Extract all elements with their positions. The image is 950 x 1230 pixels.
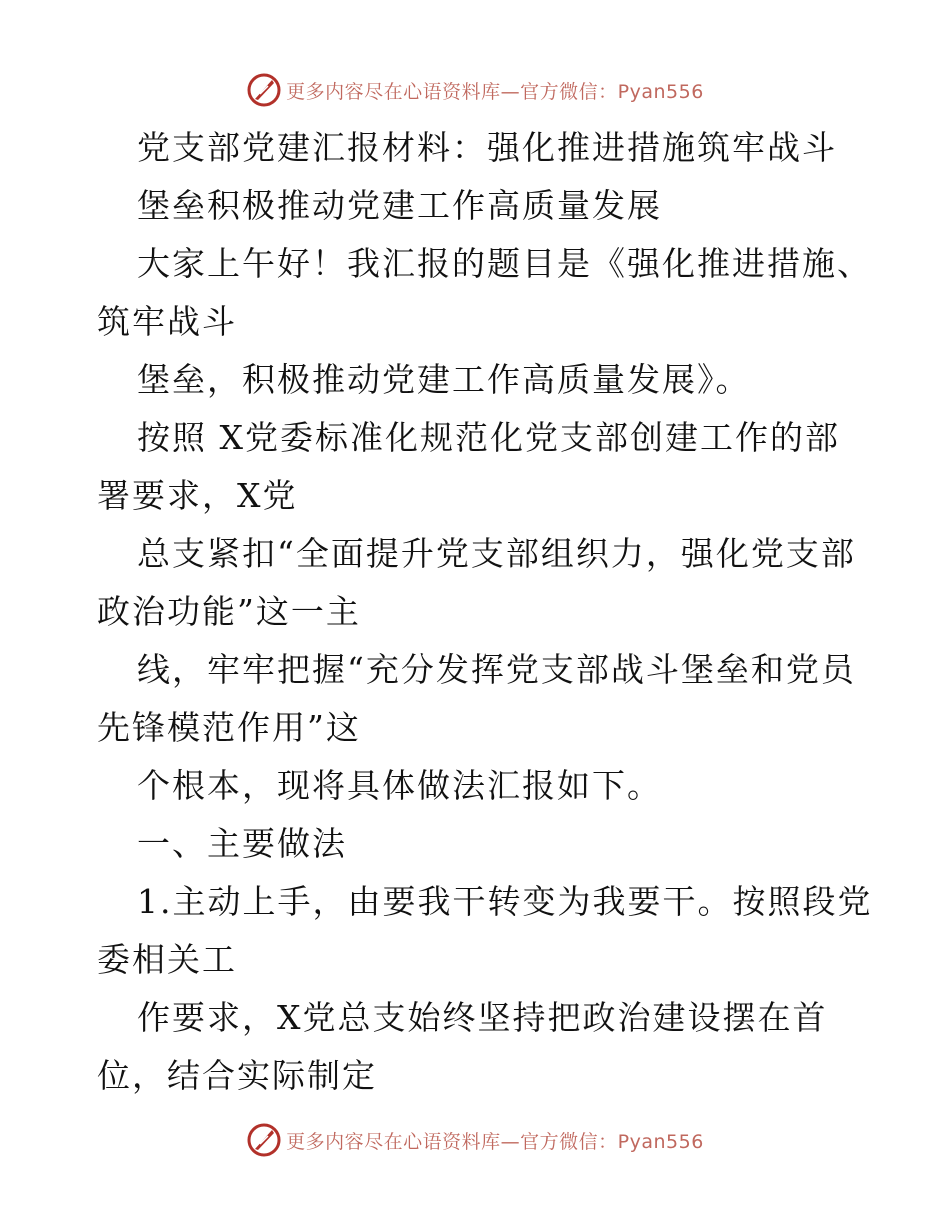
footer-watermark [0, 1120, 950, 1160]
paragraph-line: 筑牢战斗 [97, 302, 237, 341]
paragraph-line: 1.主动上手，由要我干转变为我要干。按照段党 [137, 882, 873, 921]
paragraph-line: 堡垒，积极推动党建工作高质量发展》。 [137, 360, 751, 399]
paragraph-line: 政治功能”这一主 [97, 592, 361, 631]
paragraph-line: 大家上午好！我汇报的题目是《强化推进措施、 [137, 244, 872, 283]
feather-pen-logo-icon [246, 1122, 282, 1158]
paragraph-line: 线，牢牢把握“充分发挥党支部战斗堡垒和党员 [137, 650, 856, 689]
watermark-text: 更多内容尽在心语资料库—官方微信：Pyan556 [286, 80, 704, 103]
watermark-text: 更多内容尽在心语资料库—官方微信：Pyan556 [286, 1130, 704, 1153]
paragraph-line: 作要求，X党总支始终坚持把政治建设摆在首 [137, 998, 828, 1037]
paragraph-line: 位，结合实际制定 [97, 1056, 377, 1095]
paragraph-line: 署要求，X党 [97, 476, 298, 515]
paragraph-line: 总支紧扣“全面提升党支部组织力，强化党支部 [137, 534, 856, 573]
paragraph-line: 个根本，现将具体做法汇报如下。 [137, 766, 662, 805]
title-line-2: 堡垒积极推动党建工作高质量发展 [137, 186, 662, 225]
header-watermark [0, 70, 950, 110]
paragraph-line: 按照 X党委标准化规范化党支部创建工作的部 [137, 418, 840, 457]
section-heading: 一、主要做法 [137, 824, 347, 863]
title-line-1: 党支部党建汇报材料：强化推进措施筑牢战斗 [137, 128, 837, 167]
feather-pen-logo-icon [246, 72, 282, 108]
paragraph-line: 委相关工 [97, 940, 237, 979]
paragraph-line: 先锋模范作用”这 [97, 708, 361, 747]
